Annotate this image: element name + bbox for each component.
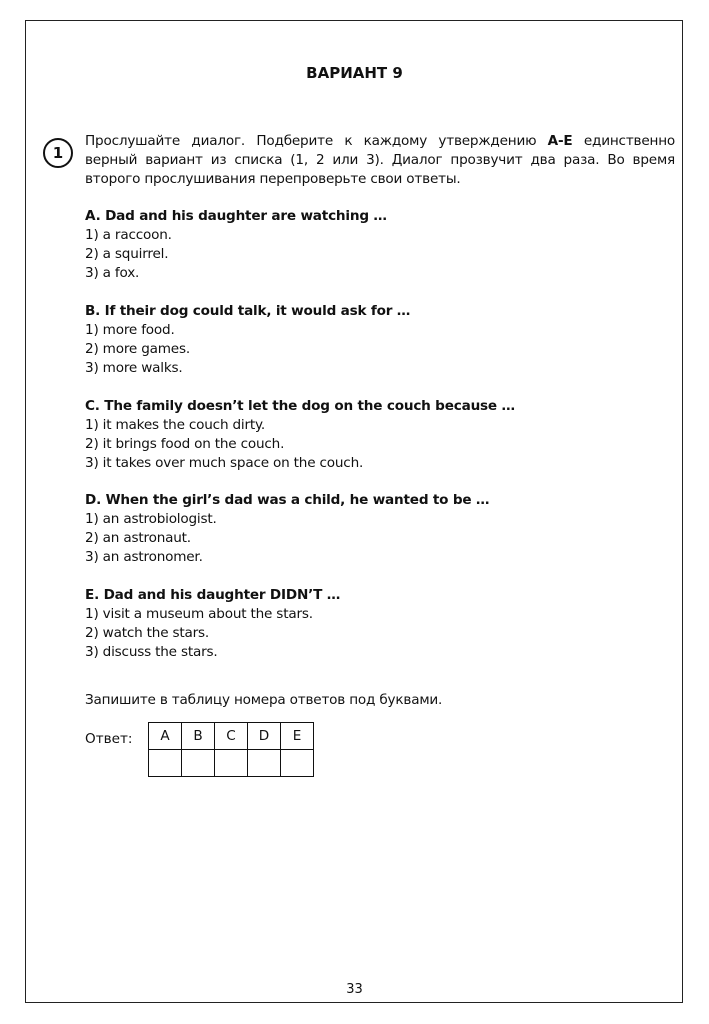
task-number-badge: 1: [43, 138, 73, 168]
option: 3) more walks.: [85, 360, 183, 376]
answer-label: Ответ:: [85, 731, 133, 747]
answer-table: [148, 722, 314, 777]
answer-header-d: D: [248, 723, 281, 750]
question-header: B. If their dog could talk, it would ask for …: [85, 303, 411, 319]
task-instruction: [85, 132, 675, 189]
question-e: [85, 586, 340, 662]
page-title: ВАРИАНТ 9: [306, 64, 403, 82]
answer-cell-e[interactable]: [281, 750, 314, 777]
option: 2) it brings food on the couch.: [85, 436, 285, 452]
answer-cell-b[interactable]: [182, 750, 215, 777]
answer-header-e: E: [281, 723, 314, 750]
option: 2) watch the stars.: [85, 625, 210, 641]
option: 1) more food.: [85, 322, 175, 338]
answer-header-c: C: [215, 723, 248, 750]
instruction-text-2: единственно верный вариант из списка (1, 2 или 3). Диалог прозвучит два раза. Во время второго прослушивания перепроверьте свои ответы.: [85, 133, 676, 187]
question-header: D. When the girl’s dad was a child, he wanted to be …: [85, 492, 490, 508]
question-c: [85, 397, 515, 473]
question-header: A. Dad and his daughter are watching …: [85, 208, 387, 224]
option: 3) it takes over much space on the couch.: [85, 455, 364, 471]
option: 3) an astronomer.: [85, 549, 203, 565]
option: 1) an astrobiologist.: [85, 511, 217, 527]
question-header: C. The family doesn’t let the dog on the couch because …: [85, 398, 515, 414]
answer-header-a: A: [149, 723, 182, 750]
instruction-bold: A-E: [547, 133, 573, 149]
option: 1) visit a museum about the stars.: [85, 606, 313, 622]
instruction-text: Прослушайте диалог. Подберите к каждому утверждению: [85, 133, 548, 149]
answer-cell-a[interactable]: [149, 750, 182, 777]
option: 2) more games.: [85, 341, 190, 357]
option: 1) a raccoon.: [85, 227, 172, 243]
answer-header-b: B: [182, 723, 215, 750]
answer-cell-d[interactable]: [248, 750, 281, 777]
option: 1) it makes the couch dirty.: [85, 417, 266, 433]
question-header: E. Dad and his daughter DIDN’T …: [85, 587, 341, 603]
option: 2) an astronaut.: [85, 530, 191, 546]
option: 3) a fox.: [85, 265, 140, 281]
option: 3) discuss the stars.: [85, 644, 218, 660]
question-d: [85, 491, 489, 567]
answer-cell-c[interactable]: [215, 750, 248, 777]
question-b: [85, 302, 410, 378]
option: 2) a squirrel.: [85, 246, 169, 262]
page-number: 33: [346, 982, 363, 997]
question-a: [85, 207, 387, 283]
answer-note: Запишите в таблицу номера ответов под буквами.: [85, 692, 443, 708]
